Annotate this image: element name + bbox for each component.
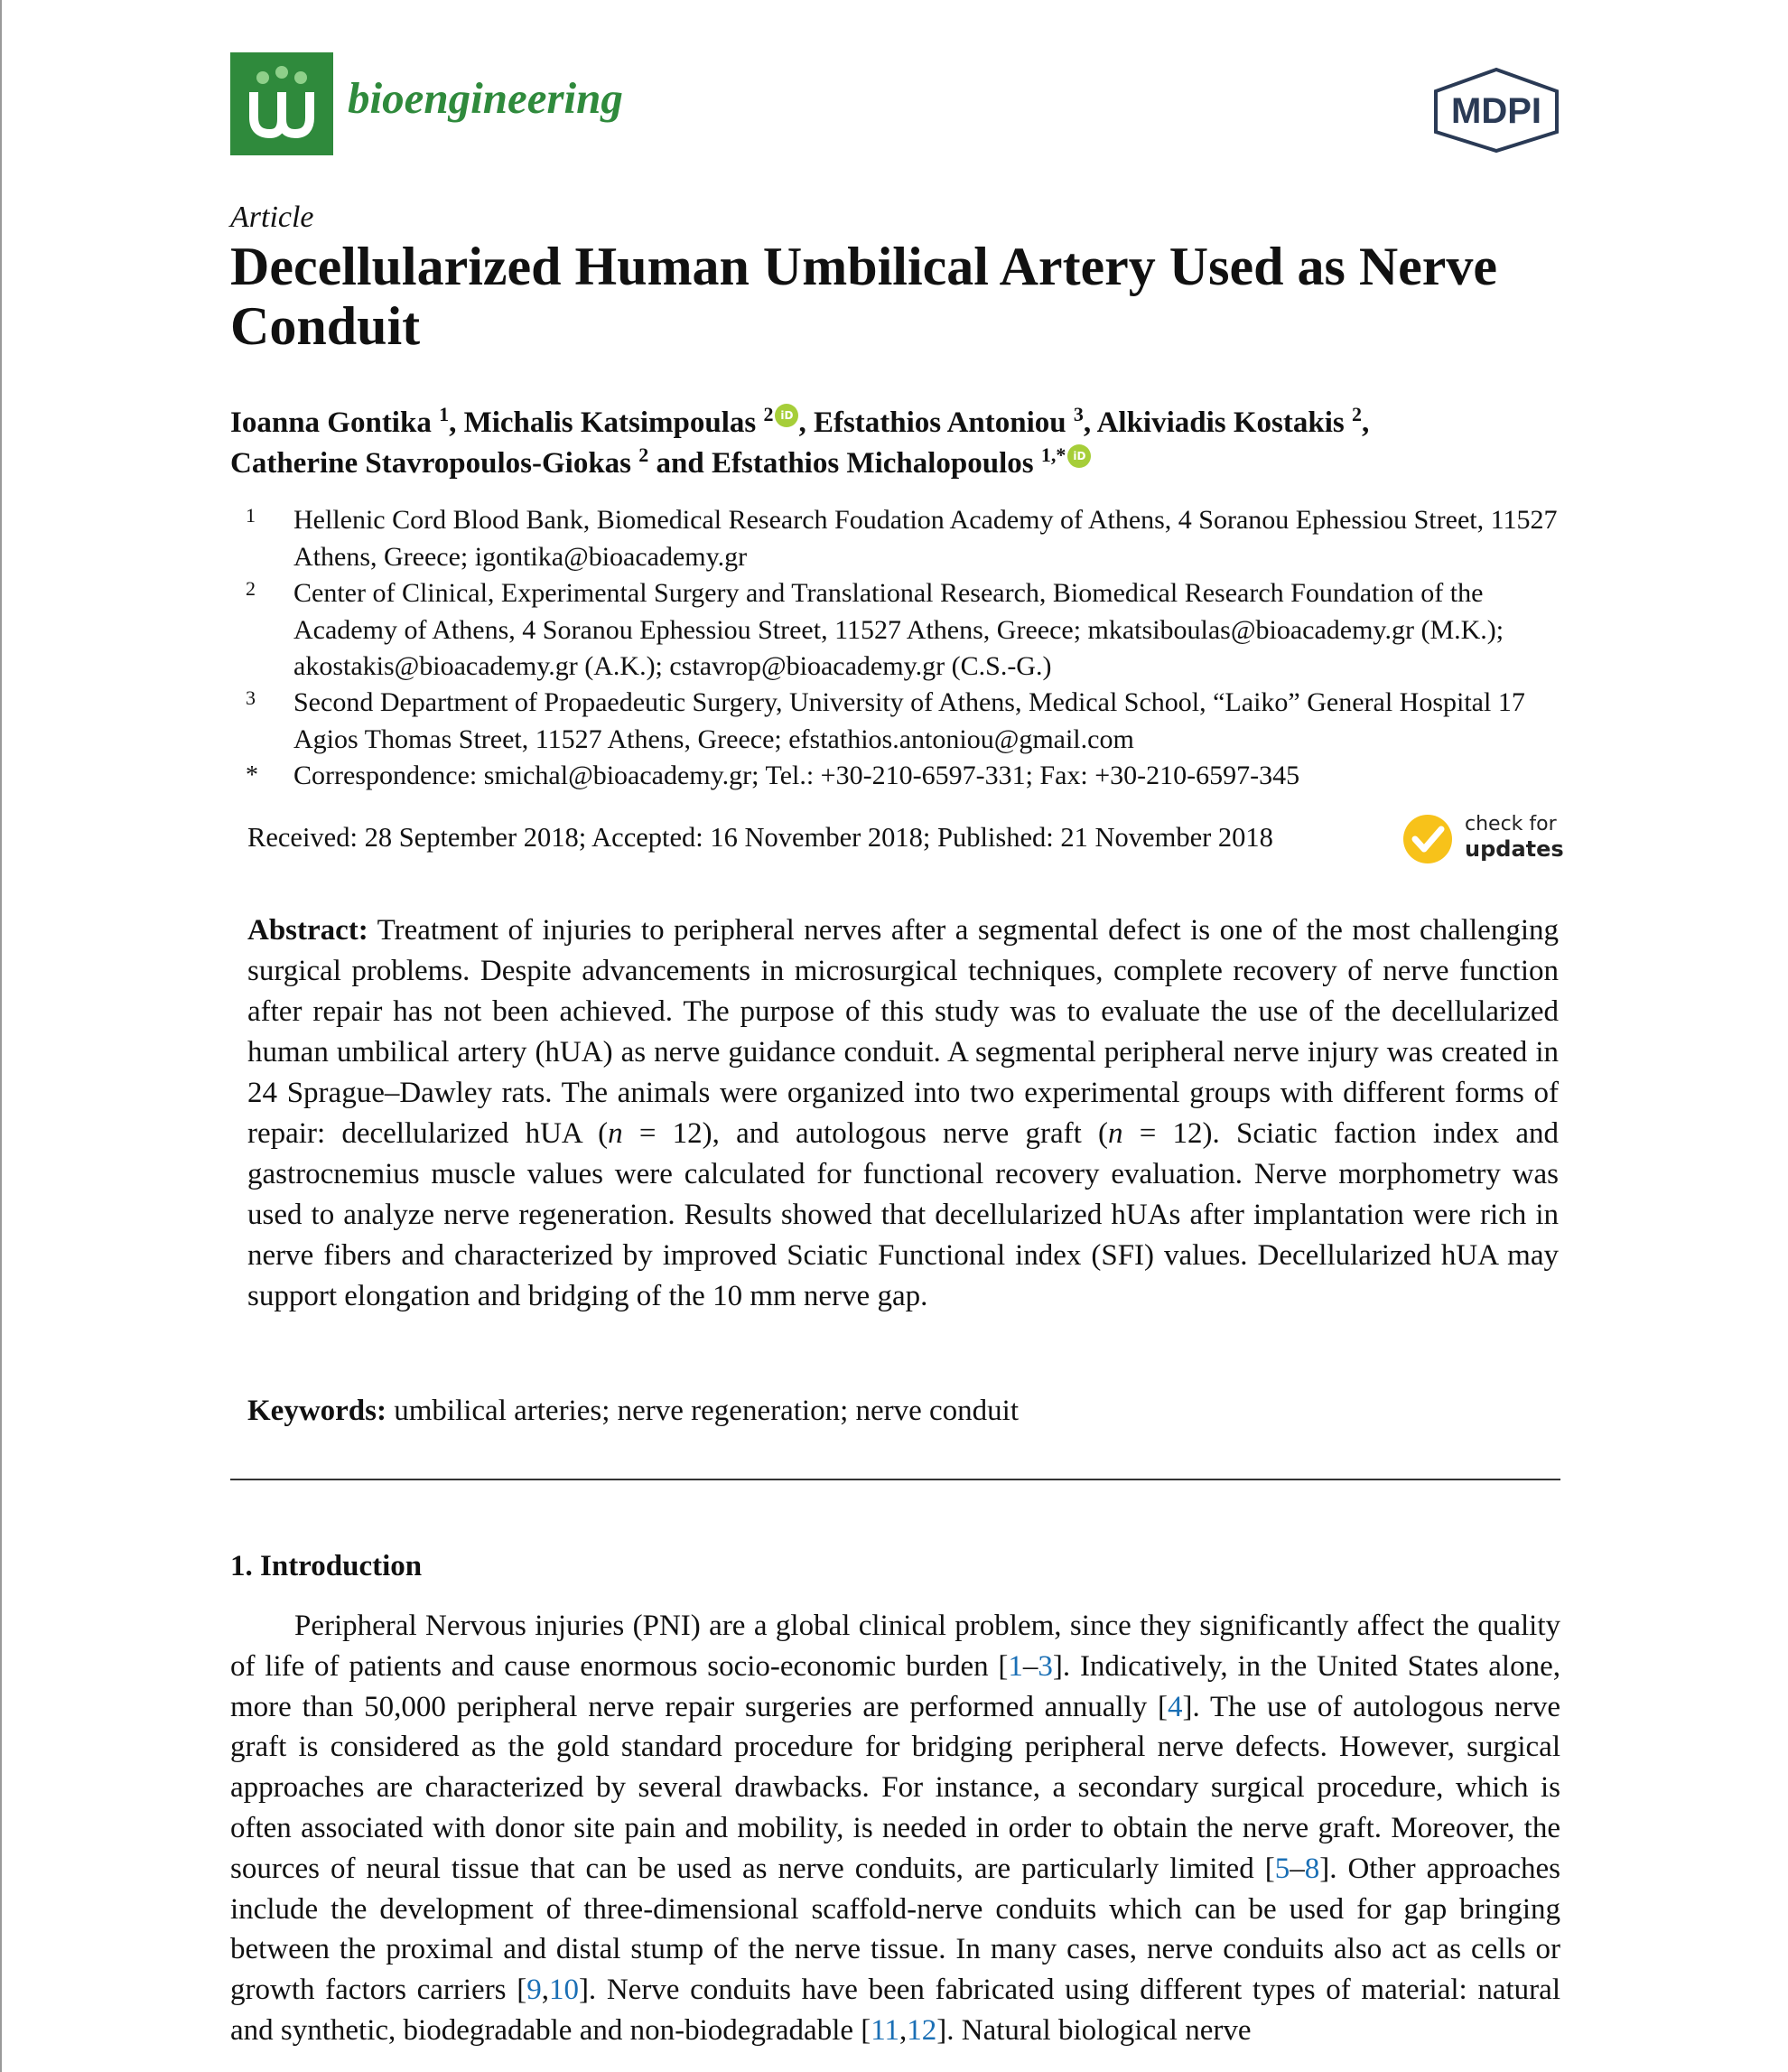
- affiliation-text: Center of Clinical, Experimental Surgery and Translational Research, Biomedical Research Foundation of the Academy of Athens, 4 Soranou Ephessiou Street, 11527 Athens, Greece; mkatsiboulas@bioacademy.gr (M.K.); akostakis@bioacademy.gr (A.K.); cstavrop@bioacademy.gr (C.S.-G.): [293, 578, 1504, 681]
- citation-link[interactable]: 12: [907, 2013, 937, 2047]
- affiliation-number: 2: [246, 577, 256, 600]
- mdpi-logo-text: MDPI: [1451, 91, 1541, 131]
- introduction-text: ]. Other approaches include the development of three-dimensional scaffold-nerve conduits which can be used for gap bringing between the proximal and distal stump of the nerve tissue. In many cases, nerve conduits also act as cells or growth factors carriers [: [230, 1852, 1560, 2007]
- affiliation-text: Hellenic Cord Blood Bank, Biomedical Research Foudation Academy of Athens, 4 Soranou Ephessiou Street, 11527 Athens, Greece; igontika@bioacademy.gr: [293, 505, 1558, 572]
- abstract-text-part2: = 12), and autologous nerve graft (: [622, 1117, 1108, 1150]
- introduction-text: Peripheral Nervous injuries (PNI) are a global clinical problem, since they significantly affect the quality of life of patients and cause enormous socio-economic burden [: [230, 1610, 1560, 1683]
- author-affiliation-marker: 3: [1073, 403, 1084, 425]
- introduction-heading: 1. Introduction: [230, 1550, 423, 1582]
- introduction-text: ,: [541, 1974, 549, 2007]
- author-name: Efstathios Antoniou: [813, 406, 1066, 439]
- author-name: Michalis Katsimpoulas: [463, 406, 757, 439]
- keywords: [247, 1395, 1559, 1428]
- author-affiliation-marker: 1: [439, 403, 450, 425]
- abstract-text-part3: = 12). Sciatic faction index and gastrocnemius muscle values were calculated for functional recovery evaluation. Nerve morphometry was used to analyze nerve regeneration. Results showed that decellularized hUAs after implantation were rich in nerve fibers and characterized by improved Sciatic Functional index (SFI) values. Decellularized hUA may support elongation and bridging of the 10 mm nerve gap.: [247, 1117, 1559, 1312]
- publication-dates: Received: 28 September 2018; Accepted: 16 November 2018; Published: 21 November 2018: [247, 822, 1273, 853]
- author-separator: ,: [1362, 406, 1370, 439]
- author-name: Catherine Stavropoulos-Giokas: [230, 447, 632, 480]
- check-updates-line2: updates: [1465, 836, 1564, 862]
- citation-link[interactable]: 3: [1038, 1649, 1053, 1683]
- introduction-paragraph: [230, 1606, 1560, 2051]
- author-separator: ,: [1083, 406, 1097, 439]
- citation-link[interactable]: 11: [871, 2013, 900, 2047]
- journal-name: bioengineering: [348, 73, 623, 123]
- check-for-updates-button[interactable]: [1402, 811, 1564, 869]
- affiliation-number: 3: [246, 686, 256, 709]
- introduction-text: ,: [899, 2013, 908, 2047]
- introduction-text: –: [1290, 1852, 1305, 1885]
- author-affiliation-marker: 2: [763, 403, 774, 425]
- paper-title: Decellularized Human Umbilical Artery Used as Nerve Conduit: [230, 237, 1498, 356]
- author-separator: ,: [798, 406, 814, 439]
- abstract-n-symbol: n: [1108, 1117, 1123, 1150]
- keywords-text: umbilical arteries; nerve regeneration; nerve conduit: [386, 1395, 1020, 1427]
- affiliation-number: 1: [246, 504, 256, 527]
- introduction-text: ]. The use of autologous nerve graft is considered as the gold standard procedure for bridging peripheral nerve defects. However, surgical approaches are characterized by several drawbacks. For instance, a secondary surgical procedure, which is often associated with donor site pain and mobility, is needed in order to obtain the nerve graft. Moreover, the sources of neural tissue that can be used as nerve conduits, are particularly limited [: [230, 1690, 1560, 1885]
- author-affiliation-marker: 2: [638, 443, 649, 466]
- abstract-label: Abstract:: [247, 914, 368, 947]
- author-separator: ,: [449, 406, 464, 439]
- journal-logo-icon: [230, 52, 333, 155]
- citation-link[interactable]: 10: [548, 1974, 579, 2007]
- citation-link[interactable]: 1: [1008, 1649, 1023, 1683]
- author-name: Alkiviadis Kostakis: [1096, 406, 1345, 439]
- abstract-text-part1: Treatment of injuries to peripheral nerves after a segmental defect is one of the most challenging surgical problems. Despite advancements in microsurgical techniques, complete recovery of nerve function after repair has not been achieved. The purpose of this study was to evaluate the use of the decellularized human umbilical artery (hUA) as nerve guidance conduit. A segmental peripheral nerve injury was created in 24 Sprague–Dawley rats. The animals were organized into two experimental groups with different forms of repair: decellularized hUA (: [247, 914, 1559, 1150]
- correspondence-text: Correspondence: smichal@bioacademy.gr; Tel.: +30-210-6597-331; Fax: +30-210-6597-345: [293, 761, 1300, 790]
- author-separator: and: [648, 447, 712, 480]
- abstract: [247, 910, 1559, 1317]
- author-affiliation-marker: 2: [1352, 403, 1362, 425]
- author-list: [230, 403, 1567, 484]
- check-updates-icon: [1402, 813, 1454, 865]
- citation-link[interactable]: 9: [526, 1974, 542, 2007]
- author-name: Ioanna Gontika: [230, 406, 432, 439]
- abstract-n-symbol: n: [608, 1117, 623, 1150]
- author-name: Efstathios Michalopoulos: [712, 447, 1034, 480]
- citation-link[interactable]: 5: [1274, 1852, 1290, 1885]
- introduction-text: ]. Natural biological nerve: [936, 2013, 1252, 2047]
- citation-link[interactable]: 8: [1304, 1852, 1320, 1885]
- affiliation-text: Second Department of Propaedeutic Surgery, University of Athens, Medical School, “Laiko” General Hospital 17 Agios Thomas Street, 11527 Athens, Greece; efstathios.antoniou@gmail.com: [293, 687, 1525, 754]
- author-affiliation-marker: 1,*: [1040, 443, 1066, 466]
- introduction-text: ]. Indicatively, in the United States alone, more than 50,000 peripheral nerve repair surgeries are performed annually [: [230, 1649, 1560, 1723]
- introduction-text: ]. Nerve conduits have been fabricated using different types of material: natural and synthetic, biodegradable and non-biodegradable [: [230, 1974, 1560, 2047]
- keywords-label: Keywords:: [247, 1395, 386, 1427]
- introduction-text: –: [1022, 1649, 1038, 1683]
- article-type: Article: [230, 201, 314, 234]
- mdpi-logo-icon: [1431, 67, 1561, 154]
- section-divider: [230, 1479, 1560, 1480]
- orcid-icon[interactable]: iD: [1067, 444, 1091, 468]
- citation-link[interactable]: 4: [1168, 1690, 1183, 1723]
- check-updates-line1: check for: [1465, 813, 1557, 835]
- page-left-edge: [0, 0, 2, 2072]
- correspondence-marker: *: [246, 761, 258, 789]
- orcid-icon[interactable]: iD: [775, 404, 798, 427]
